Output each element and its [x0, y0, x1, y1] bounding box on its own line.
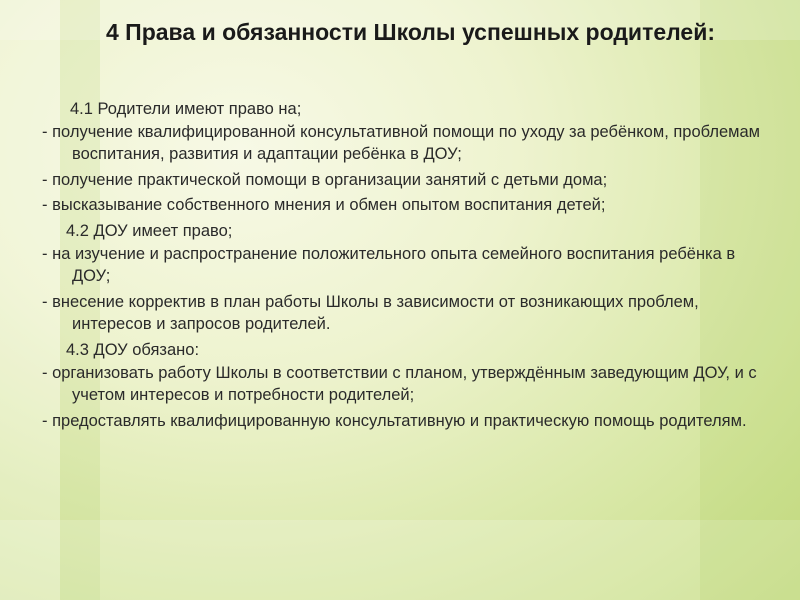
section-heading: 4.2 ДОУ имеет право; — [66, 221, 233, 240]
list-item: - внесение корректив в план работы Школы в зависимости от возникающих проблем, интересов и запросов родителей. — [42, 292, 699, 334]
section-4-2 — [42, 220, 772, 336]
list-item: - высказывание собственного мнения и обмен опытом воспитания детей; — [42, 196, 606, 215]
section-heading: 4.1 Родители имеют право на; — [70, 100, 302, 118]
slide-title: 4 Права и обязанности Школы успешных родителей: — [106, 19, 716, 45]
list-item: - получение практической помощи в организации занятий с детьми дома; — [42, 170, 608, 189]
section-4-3 — [42, 339, 772, 432]
list-item: - предоставлять квалифицированную консультативную и практическую помощь родителям. — [42, 411, 747, 430]
section-heading: 4.3 ДОУ обязано: — [66, 340, 200, 359]
list-item: - на изучение и распространение положительного опыта семейного воспитания ребёнка в ДОУ; — [42, 244, 736, 286]
slide-body — [42, 96, 772, 435]
list-item: - организовать работу Школы в соответствии с планом, утверждённым заведующим ДОУ, и с учетом интересов и потребности родителей; — [42, 363, 757, 405]
section-4-1 — [42, 98, 772, 217]
list-item: - получение квалифицированной консультативной помощи по уходу за ребёнком, проблемам воспитания, развития и адаптации ребёнка в ДОУ; — [42, 122, 761, 164]
